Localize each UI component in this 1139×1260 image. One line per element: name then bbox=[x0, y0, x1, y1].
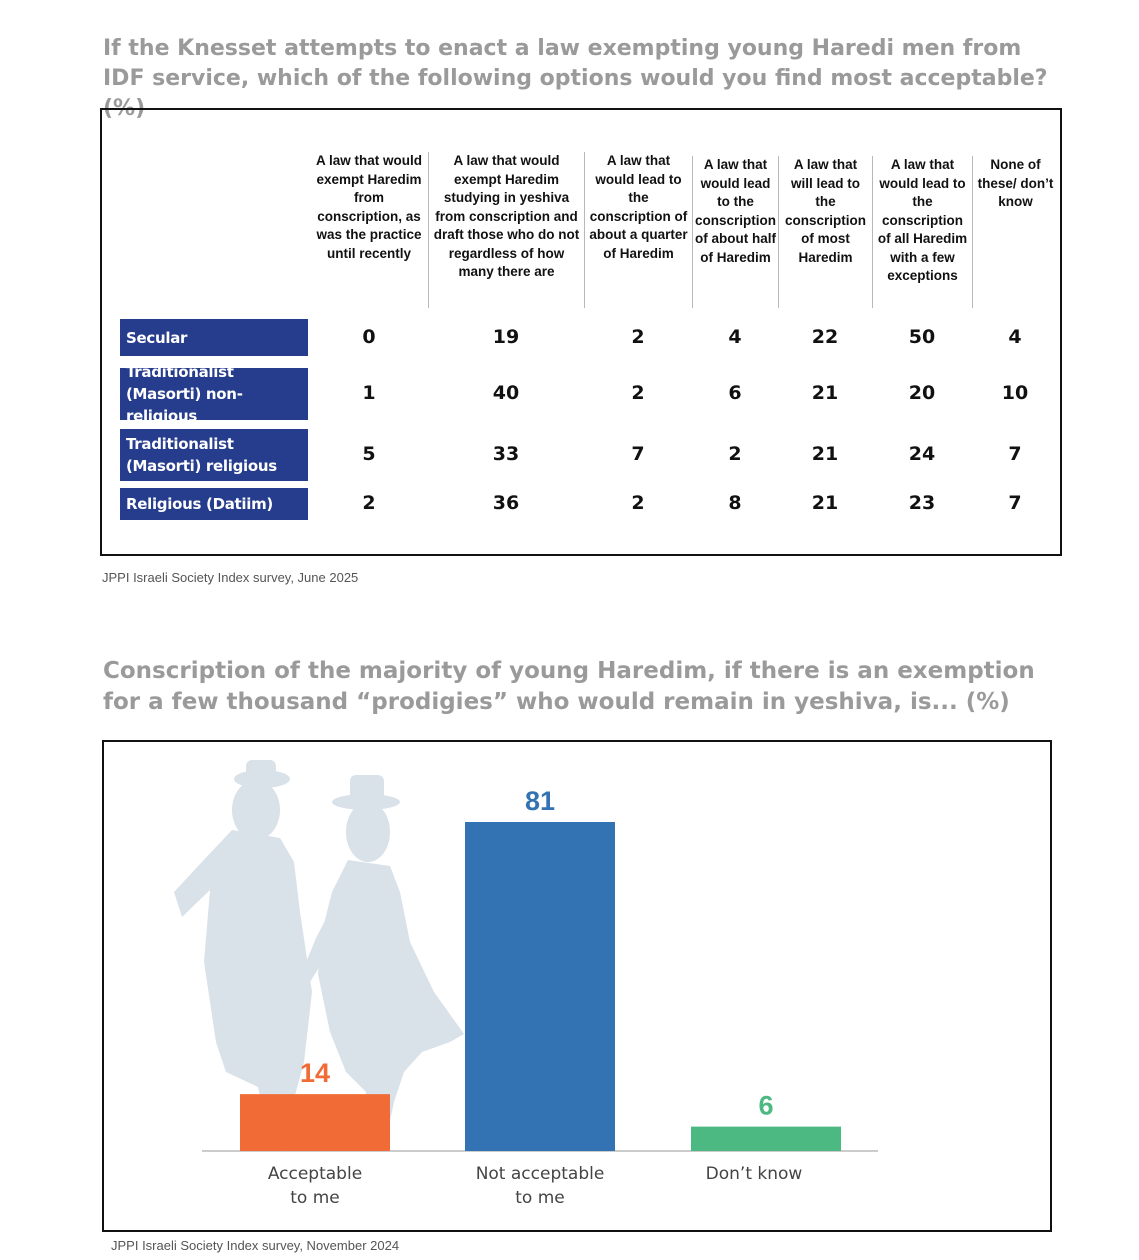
table-source-note: JPPI Israeli Society Index survey, June 2025 bbox=[102, 570, 359, 585]
table-column-header: None of these/ don’t know bbox=[972, 156, 1058, 308]
table-cell: 8 bbox=[728, 492, 742, 514]
table-column-header: A law that would exempt Haredim studying in yeshiva from conscription and draft those who do not regardless of how many there are bbox=[428, 152, 584, 308]
bar-category-label: Acceptable to me bbox=[267, 1164, 363, 1208]
table-cell: 10 bbox=[1001, 382, 1029, 404]
bar-chart-source-note: JPPI Israeli Society Index survey, November 2024 bbox=[111, 1238, 400, 1253]
table-cell: 40 bbox=[492, 382, 520, 404]
table-cell: 2 bbox=[631, 492, 645, 514]
table-cell: 4 bbox=[1008, 325, 1022, 348]
bar-chart bbox=[104, 742, 1050, 1230]
table-row-label: Religious (Datiim) bbox=[120, 488, 308, 520]
table-cell: 20 bbox=[908, 382, 936, 404]
bar-acceptable bbox=[240, 1094, 390, 1151]
table-cell: 2 bbox=[631, 325, 645, 348]
bar-value-label: 81 bbox=[524, 786, 556, 816]
table-cell: 33 bbox=[492, 443, 520, 465]
haredi-men-silhouette-icon bbox=[174, 760, 464, 1152]
table-cell: 6 bbox=[728, 382, 742, 404]
table-cell: 22 bbox=[811, 325, 839, 348]
table-cell: 50 bbox=[908, 325, 936, 348]
table-row-label: Traditionalist (Masorti) religious bbox=[120, 429, 308, 481]
table-cell: 5 bbox=[362, 443, 376, 465]
table-cell: 4 bbox=[728, 325, 742, 348]
bar-chart-panel bbox=[102, 740, 1052, 1232]
bar-dont-know bbox=[691, 1127, 841, 1151]
table-column-header: A law that would lead to the conscription of about a quarter of Haredim bbox=[584, 152, 692, 308]
table-column-header: A law that would lead to the conscription of all Haredim with a few exceptions bbox=[872, 156, 972, 308]
survey-table bbox=[100, 108, 1062, 556]
table-cell: 2 bbox=[728, 443, 742, 465]
table-cell: 36 bbox=[492, 492, 520, 514]
table-cell: 19 bbox=[492, 325, 520, 348]
table-cell: 0 bbox=[362, 325, 376, 348]
table-cell: 7 bbox=[1008, 492, 1022, 514]
table-cell: 24 bbox=[908, 443, 936, 465]
table-cell: 2 bbox=[362, 492, 376, 514]
table-cell: 21 bbox=[811, 382, 839, 404]
table-title: If the Knesset attempts to enact a law exempting young Haredi men from IDF service, which of the following options would you find most acceptable? (%) bbox=[103, 36, 1048, 121]
table-cell: 23 bbox=[908, 492, 936, 514]
table-cell: 1 bbox=[362, 382, 376, 404]
bar-value-label: 14 bbox=[299, 1058, 331, 1089]
table-column-header: A law that would exempt Haredim from conscription, as was the practice until recently bbox=[316, 153, 422, 261]
bar-not-acceptable bbox=[465, 822, 615, 1151]
table-cell: 2 bbox=[631, 382, 645, 404]
table-cell: 21 bbox=[811, 492, 839, 514]
bar-value-label: 6 bbox=[758, 1090, 774, 1121]
bar-category-label: Don’t know bbox=[705, 1164, 803, 1184]
table-column-header: A law that will lead to the conscription of most Haredim bbox=[778, 156, 872, 308]
table-row-label: Secular bbox=[120, 319, 308, 356]
table-cell: 7 bbox=[1008, 443, 1022, 465]
table-cell: 7 bbox=[631, 443, 645, 465]
table-column-header: A law that would lead to the conscription of about half of Haredim bbox=[692, 156, 778, 308]
table-row-label: Traditionalist (Masorti) non-religious bbox=[120, 368, 308, 420]
bar-category-label: Not acceptable to me bbox=[475, 1164, 605, 1208]
bar-chart-title: Conscription of the majority of young Haredim, if there is an exemption for a few thousand “prodigies” who would remain in yeshiva, is... (%) bbox=[103, 658, 1035, 715]
table-cell: 21 bbox=[811, 443, 839, 465]
